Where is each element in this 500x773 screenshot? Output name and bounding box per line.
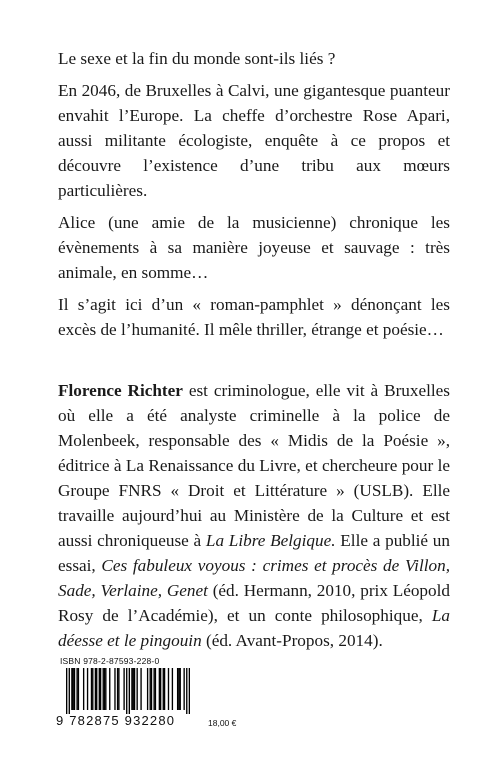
barcode-bar — [163, 668, 164, 710]
blurb-paragraph-1: Le sexe et la fin du monde sont-ils liés ? — [58, 49, 336, 68]
barcode-bar — [91, 668, 92, 710]
barcode-bar — [133, 668, 134, 710]
tale-title: La déesse et le pingouin — [58, 606, 450, 650]
barcode-bar — [172, 668, 173, 710]
barcode-bar — [71, 668, 72, 710]
barcode-bar — [164, 668, 165, 710]
blurb — [58, 46, 450, 349]
barcode-bar — [160, 668, 161, 710]
barcode-bar — [96, 668, 97, 710]
barcode-bar — [74, 668, 75, 710]
barcode-bar — [100, 668, 101, 710]
barcode-bar — [147, 668, 148, 710]
author-bio — [58, 378, 450, 653]
barcode-bar — [104, 668, 105, 710]
barcode — [66, 668, 190, 714]
barcode-bar — [76, 668, 77, 710]
barcode-bar — [78, 668, 79, 710]
barcode-bar — [92, 668, 93, 710]
barcode-bar — [129, 668, 130, 714]
barcode-bar — [186, 668, 187, 714]
barcode-bar — [177, 668, 178, 710]
barcode-bar — [114, 668, 115, 710]
barcode-digits: 9 782875 932280 — [56, 713, 176, 728]
barcode-bar — [69, 668, 70, 714]
barcode-bar — [180, 668, 181, 710]
bio-text-3: (éd. Hermann, 2010, prix Léopold Rosy de l’Académie), et un conte philosophique, — [58, 581, 450, 625]
barcode-bar — [117, 668, 118, 710]
isbn-text: ISBN 978-2-87593-228-0 — [60, 656, 160, 666]
barcode-bar — [118, 668, 119, 710]
barcode-bar — [153, 668, 154, 710]
barcode-bar — [131, 668, 132, 710]
barcode-bar — [189, 668, 190, 714]
barcode-bar — [155, 668, 156, 710]
barcode-bar — [73, 668, 74, 710]
barcode-bar — [168, 668, 169, 710]
price: 18,00 € — [208, 718, 237, 728]
blurb-paragraph-2: En 2046, de Bruxelles à Calvi, une gigantesque puanteur envahit l’Europe. La cheffe d’orchestre Rose Apari, aussi militante écologiste, enquête à ce propos et découvre l’existence d’une tribu aux mœurs particulières. — [58, 81, 450, 200]
bio-text-1: est criminologue, elle vit à Bruxelles où elle a été analyste criminelle à la police de Molenbeek, responsable des « Midis de la Poésie », éditrice à La Renaissance du Livre, et chercheure pour le Groupe FNRS « Droit et Littérature » (USLB). Elle travaille aujourd’hui au Ministère de la Culture et est aussi chroniqueuse à — [58, 381, 450, 550]
essay-title: Ces fabuleux voyous : crimes et procès de Villon, Sade, Verlaine, Genet — [58, 556, 450, 600]
barcode-bar — [103, 668, 104, 710]
barcode-bar — [87, 668, 88, 710]
barcode-bar — [95, 668, 96, 710]
barcode-bar — [99, 668, 100, 710]
barcode-bar — [66, 668, 67, 714]
newspaper-title: La Libre Belgique. — [205, 531, 336, 550]
blurb-paragraph-4: Il s’agit ici d’un « roman-pamphlet » dénonçant les excès de l’humanité. Il mêle thriller, étrange et poésie… — [58, 295, 450, 339]
author-name: Florence Richter — [58, 381, 183, 400]
barcode-bar — [134, 668, 135, 710]
blurb-paragraph-3: Alice (une amie de la musicienne) chronique les évènements à sa manière joyeuse et sauvage : très animale, en somme… — [58, 213, 450, 282]
barcode-bar — [159, 668, 160, 710]
barcode-bar — [151, 668, 152, 710]
bio-text-4: (éd. Avant-Propos, 2014). — [201, 631, 383, 650]
barcode-bar — [123, 668, 124, 710]
barcode-bar — [126, 668, 127, 714]
bio-text-2: Elle a publié un essai, — [58, 531, 450, 575]
barcode-bar — [140, 668, 141, 710]
barcode-bar — [150, 668, 151, 710]
barcode-bar — [178, 668, 179, 710]
barcode-bar — [83, 668, 84, 710]
barcode-bar — [183, 668, 184, 710]
barcode-bar — [105, 668, 106, 710]
barcode-bar — [109, 668, 110, 710]
barcode-bar — [136, 668, 137, 710]
